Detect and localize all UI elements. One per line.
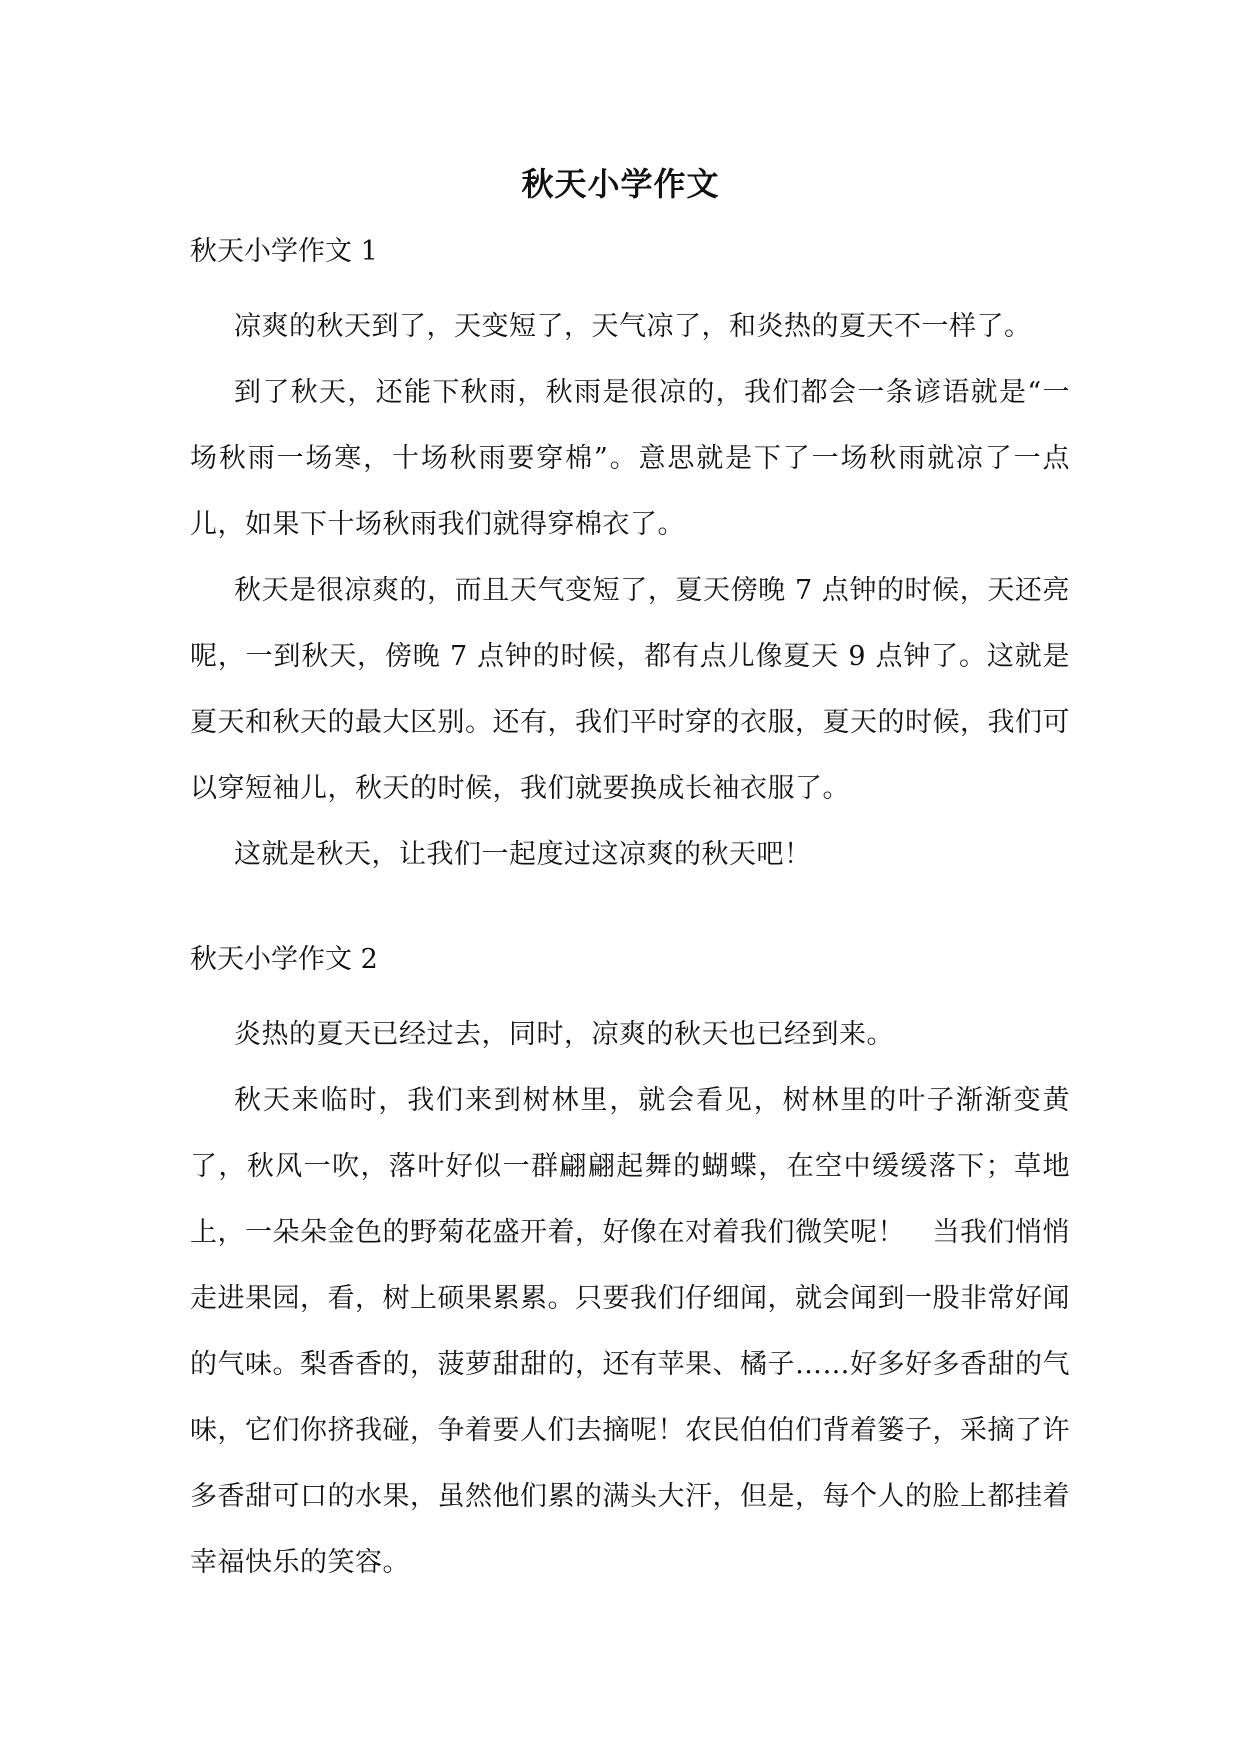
essay-section-1 bbox=[190, 228, 1070, 888]
paragraph: 到了秋天，还能下秋雨，秋雨是很凉的，我们都会一条谚语就是“一场秋雨一场寒，十场秋雨要穿棉”。意思就是下了一场秋雨就凉了一点儿，如果下十场秋雨我们就得穿棉衣了。 bbox=[190, 377, 1070, 540]
paragraph: 秋天是很凉爽的，而且天气变短了，夏天傍晚 7 点钟的时候，天还亮呢，一到秋天，傍晚 7 点钟的时候，都有点儿像夏天 9 点钟了。这就是夏天和秋天的最大区别。还有，我们平时穿的衣服，夏天的时候，我们可以穿短袖儿，秋天的时候，我们就要换成长袖衣服了。 bbox=[190, 575, 1070, 804]
document-body bbox=[190, 228, 1070, 1596]
paragraph: 凉爽的秋天到了，天变短了，天气凉了，和炎热的夏天不一样了。 bbox=[234, 311, 1032, 342]
section-spacer bbox=[190, 888, 1070, 936]
paragraph: 秋天来临时，我们来到树林里，就会看见，树林里的叶子渐渐变黄了，秋风一吹，落叶好似一群翩翩起舞的蝴蝶，在空中缓缓落下；草地上，一朵朵金色的野菊花盛开着，好像在对着我们微笑呢！ 当我们悄悄走进果园，看，树上硕果累累。只要我们仔细闻，就会闻到一股非常好闻的气味。梨香香的，菠萝甜甜的，还有苹果、橘子……好多好多香甜的气味，它们你挤我碰，争着要人们去摘呢！农民伯伯们背着篓子，采摘了许多香甜可口的水果，虽然他们累的满头大汗，但是，每个人的脸上都挂着幸福快乐的笑容。 bbox=[190, 1085, 1070, 1578]
paragraph: 这就是秋天，让我们一起度过这凉爽的秋天吧！ bbox=[234, 839, 812, 870]
document-title: 秋天小学作文 bbox=[521, 165, 720, 203]
essay-section-2 bbox=[190, 936, 1070, 1596]
section-heading: 秋天小学作文 2 bbox=[190, 944, 378, 975]
paragraph: 炎热的夏天已经过去，同时，凉爽的秋天也已经到来。 bbox=[234, 1019, 894, 1050]
section-heading: 秋天小学作文 1 bbox=[190, 236, 378, 267]
